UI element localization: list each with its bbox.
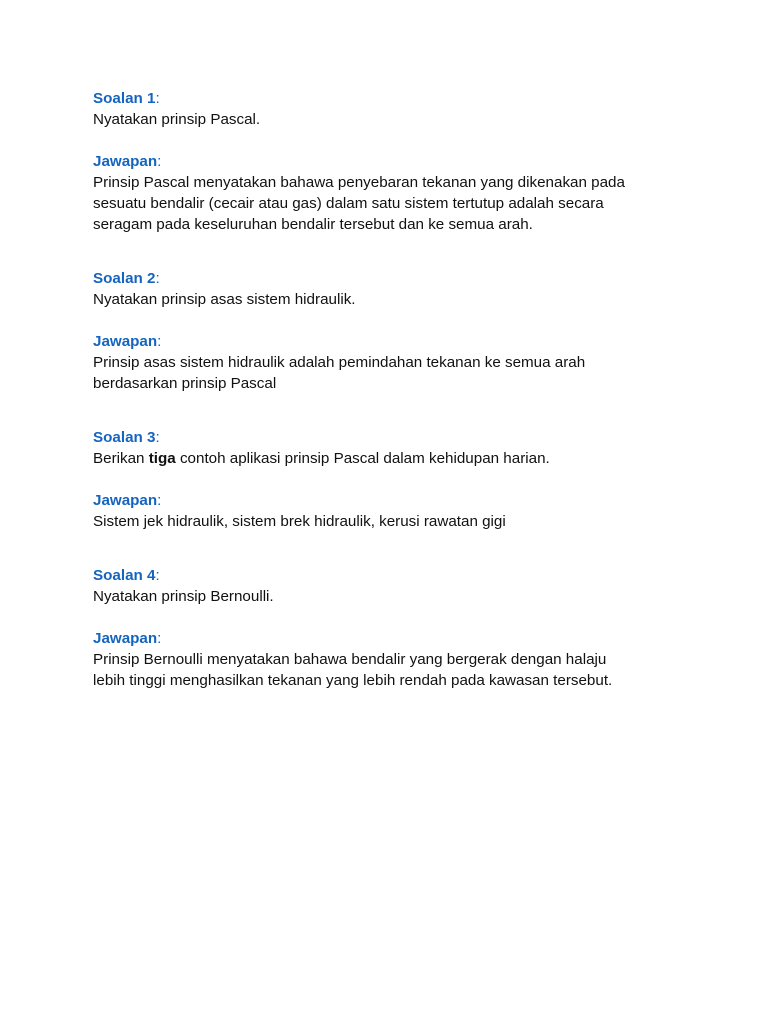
jawapan-keyword: Jawapan: [93, 333, 158, 350]
jawapan-keyword: Jawapan: [93, 153, 158, 170]
colon: :: [155, 90, 160, 107]
question-text-1: Nyatakan prinsip Pascal.: [93, 111, 261, 128]
colon: :: [155, 429, 160, 446]
qa-block-3: [93, 427, 733, 532]
answer-label-3: [93, 490, 733, 511]
answer-line: seragam pada keseluruhan bendalir tersebut dan ke semua arah.: [93, 216, 533, 233]
colon: :: [155, 270, 160, 287]
qa-block-1: [93, 88, 733, 235]
answer-label-2: [93, 331, 733, 352]
answer-label-1: [93, 151, 733, 172]
question-text-3: [93, 448, 733, 469]
question-label-3: [93, 427, 733, 448]
colon: :: [155, 567, 160, 584]
answer-line: berdasarkan prinsip Pascal: [93, 375, 277, 392]
jawapan-keyword: Jawapan: [93, 630, 158, 647]
soalan-keyword: Soalan 4: [93, 567, 156, 584]
soalan-keyword: Soalan 1: [93, 90, 156, 107]
qa-block-4: [93, 565, 733, 691]
question-label-1: [93, 88, 733, 109]
colon: :: [157, 492, 162, 509]
answer-line: Prinsip Pascal menyatakan bahawa penyebaran tekanan yang dikenakan pada: [93, 174, 625, 191]
answer-label-4: [93, 628, 733, 649]
qa-block-2: [93, 268, 733, 394]
question-text-4: Nyatakan prinsip Bernoulli.: [93, 588, 274, 605]
answer-line: Prinsip Bernoulli menyatakan bahawa bendalir yang bergerak dengan halaju: [93, 651, 607, 668]
answer-line: Sistem jek hidraulik, sistem brek hidraulik, kerusi rawatan gigi: [93, 513, 506, 530]
soalan-keyword: Soalan 3: [93, 429, 156, 446]
answer-line: lebih tinggi menghasilkan tekanan yang lebih rendah pada kawasan tersebut.: [93, 672, 613, 689]
answer-line: Prinsip asas sistem hidraulik adalah pemindahan tekanan ke semua arah: [93, 354, 586, 371]
question-text-part: Berikan: [93, 450, 149, 467]
colon: :: [157, 153, 162, 170]
colon: :: [157, 630, 162, 647]
question-text-2: Nyatakan prinsip asas sistem hidraulik.: [93, 291, 356, 308]
question-label-4: [93, 565, 733, 586]
jawapan-keyword: Jawapan: [93, 492, 158, 509]
colon: :: [157, 333, 162, 350]
question-text-bold: tiga: [148, 450, 176, 467]
answer-line: sesuatu bendalir (cecair atau gas) dalam satu sistem tertutup adalah secara: [93, 195, 604, 212]
question-label-2: [93, 268, 733, 289]
question-text-part: contoh aplikasi prinsip Pascal dalam kehidupan harian.: [175, 450, 550, 467]
soalan-keyword: Soalan 2: [93, 270, 156, 287]
document-page: [93, 88, 733, 691]
